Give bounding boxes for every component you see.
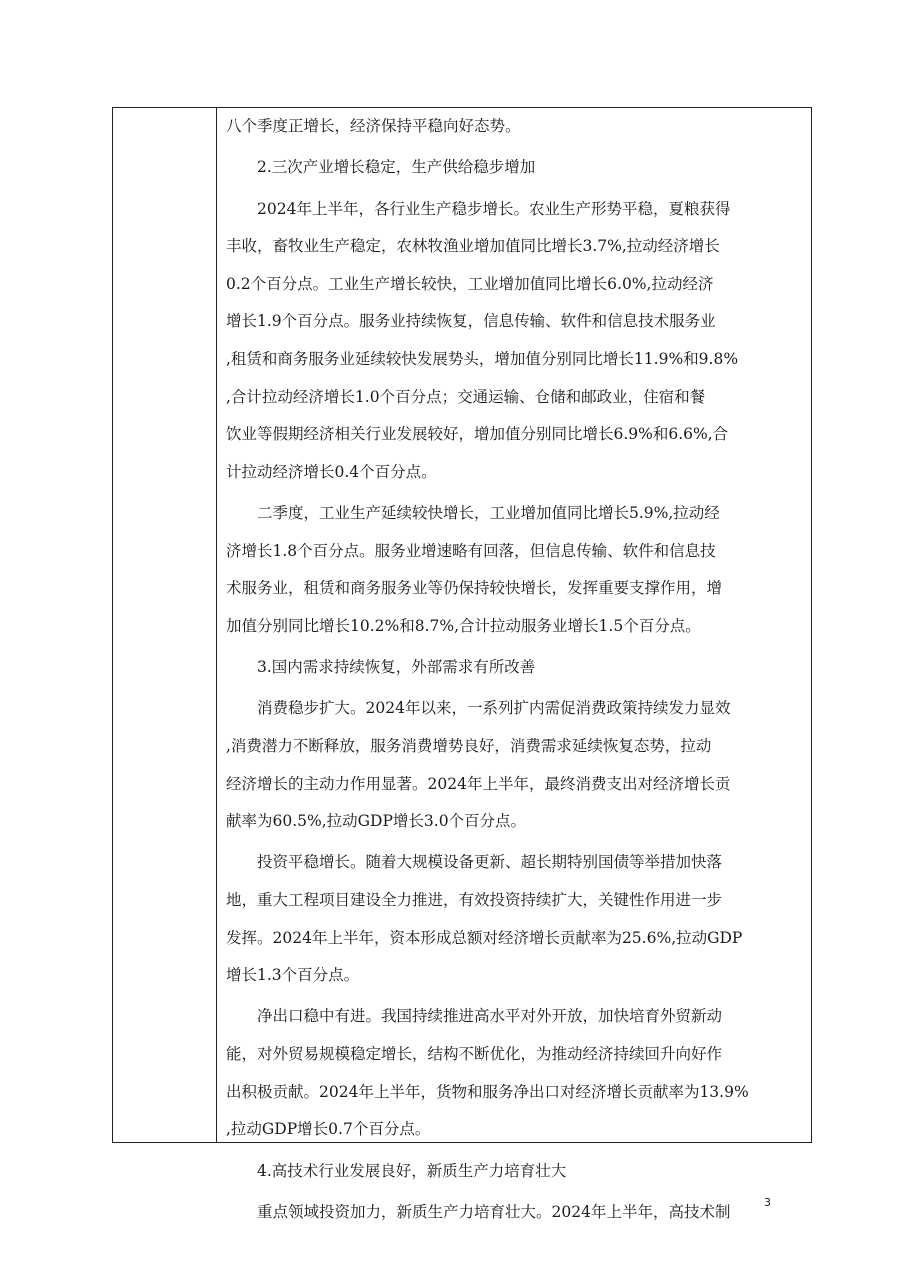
text-line: 术服务业，租赁和商务服务业等仍保持较快增长，发挥重要支撑作用，增 <box>226 579 723 598</box>
text-line: 净出口稳中有进。我国持续推进高水平对外开放，加快培育外贸新动 <box>226 1007 723 1026</box>
text-line: 2.三次产业增长稳定，生产供给稳步增加 <box>226 158 536 177</box>
text-line: 出积极贡献。2024年上半年，货物和服务净出口对经济增长贡献率为13.9% <box>226 1082 749 1101</box>
text-line: 发挥。2024年上半年，资本形成总额对经济增长贡献率为25.6%,拉动GDP <box>226 928 743 947</box>
page-number: 3 <box>764 1196 771 1209</box>
text-line: 重点领域投资加力，新质生产力培育壮大。2024年上半年，高技术制 <box>226 1202 731 1221</box>
text-line: ,拉动GDP增长0.7个百分点。 <box>226 1120 431 1139</box>
text-line: 加值分别同比增长10.2%和8.7%,合计拉动服务业增长1.5个百分点。 <box>226 616 701 635</box>
paragraph <box>226 108 811 146</box>
paragraph <box>226 495 811 645</box>
table-content-cell <box>226 108 811 1231</box>
text-line: 4.高技术行业发展良好，新质生产力培育壮大 <box>226 1161 567 1180</box>
section-heading <box>226 649 811 687</box>
text-line: 增长1.9个百分点。服务业持续恢复，信息传输、软件和信息技术服务业 <box>226 312 716 331</box>
text-line: 消费稳步扩大。2024年以来，一系列扩内需促消费政策持续发力显效 <box>226 699 731 718</box>
text-line: 3.国内需求持续恢复，外部需求有所改善 <box>226 658 536 677</box>
text-line: 二季度，工业生产延续较快增长，工业增加值同比增长5.9%,拉动经 <box>226 504 720 522</box>
text-line: 计拉动经济增长0.4个百分点。 <box>226 462 437 481</box>
paragraph <box>226 690 811 840</box>
text-line: 能，对外贸易规模稳定增长，结构不断优化，为推动经济持续回升向好作 <box>226 1045 723 1064</box>
table-column-divider <box>216 107 217 1143</box>
text-line: 经济增长的主动力作用显著。2024年上半年，最终消费支出对经济增长贡 <box>226 774 731 793</box>
text-line: 2024年上半年，各行业生产稳步增长。农业生产形势平稳，夏粮获得 <box>226 199 731 218</box>
section-heading <box>226 149 811 187</box>
text-line: 献率为60.5%,拉动GDP增长3.0个百分点。 <box>226 812 527 831</box>
text-line: ,消费潜力不断释放，服务消费增势良好，消费需求延续恢复态势，拉动 <box>226 736 712 755</box>
text-line: ,租赁和商务服务业延续较快发展势头，增加值分别同比增长11.9%和9.8% <box>226 349 739 368</box>
text-line: 饮业等假期经济相关行业发展较好，增加值分别同比增长6.9%和6.6%,合 <box>226 425 729 444</box>
text-line: 济增长1.8个百分点。服务业增速略有回落，但信息传输、软件和信息技 <box>226 541 716 560</box>
paragraph <box>226 1194 811 1232</box>
text-line: 地，重大工程项目建设全力推进，有效投资持续扩大，关键性作用进一步 <box>226 891 723 909</box>
text-line: 0.2个百分点。工业生产增长较快，工业增加值同比增长6.0%,拉动经济 <box>226 274 714 293</box>
paragraph <box>226 191 811 492</box>
paragraph <box>226 998 811 1148</box>
text-line: 增长1.3个百分点。 <box>226 966 360 985</box>
text-line: ,合计拉动经济增长1.0个百分点；交通运输、仓储和邮政业，住宿和餐 <box>226 387 706 406</box>
paragraph <box>226 844 811 994</box>
section-heading <box>226 1153 811 1191</box>
text-line: 投资平稳增长。随着大规模设备更新、超长期特别国债等举措加快落 <box>226 853 723 872</box>
text-line: 丰收，畜牧业生产稳定，农林牧渔业增加值同比增长3.7%,拉动经济增长 <box>226 237 720 256</box>
text-line: 八个季度正增长，经济保持平稳向好态势。 <box>226 117 521 135</box>
